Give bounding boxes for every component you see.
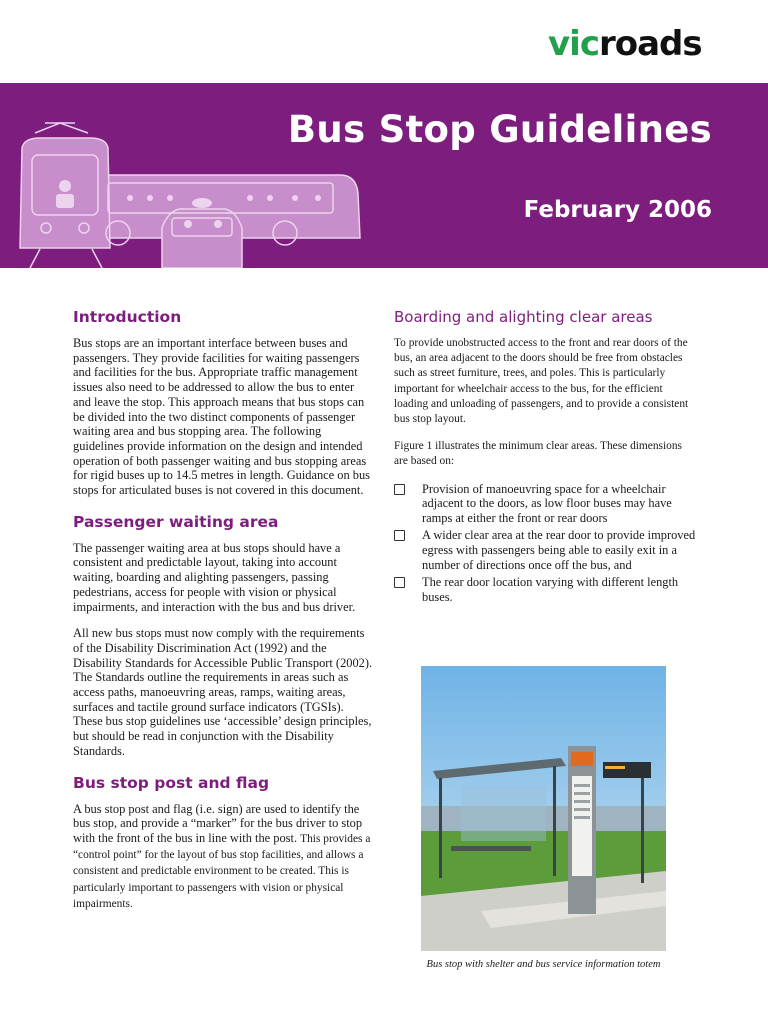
- bus-stop-post-body-b: This provides a “control point” for the layout of bus stop facilities, and allows a consistent and predictable environment to be created. This is particularly important to passengers with vision or physical impairments.: [73, 832, 371, 910]
- boarding-p2: Figure 1 illustrates the minimum clear areas. These dimensions are based on:: [394, 440, 682, 468]
- boarding-p1: To provide unobstructed access to the front and rear doors of the bus, an area adjacent to the doors should be free from obstacles such as street furniture, trees, and poles. This is particularly important for wheelchair access to the bus, for the efficient loading and unloading of passengers, and to provide a consistent bus stop layout.: [394, 337, 689, 426]
- title-banner: [0, 83, 768, 268]
- passenger-waiting-heading: Passenger waiting area: [73, 512, 279, 531]
- document-date: February 2006: [523, 197, 712, 223]
- introduction-body: Bus stops are an important interface between buses and passengers. They provide facilities for waiting passengers and facilities for the bus. Appropriate traffic management issues also need to be addressed to allow the bus to enter and leave the stop. This approach means that bus stops can be divided into the two distinct components of passenger waiting area and bus stopping area. The following guidelines provide information on the design and intended operation of both passenger waiting and bus stopping areas for rigid buses up to 14.5 metres in length. Guidance on bus stops for articulated buses is not covered in this document.: [73, 336, 370, 498]
- dimension-list: [394, 482, 696, 605]
- bus-stop-post-body: [73, 802, 375, 912]
- checkbox-bullet-icon: [394, 530, 405, 541]
- right-column: [394, 305, 696, 607]
- logo-vic: vic: [548, 24, 599, 64]
- bus-stop-photo: [421, 666, 666, 951]
- bus-stop-post-heading: Bus stop post and flag: [73, 773, 270, 792]
- boarding-heading: Boarding and alighting clear areas: [394, 308, 653, 326]
- checkbox-bullet-icon: [394, 577, 405, 588]
- document-title: Bus Stop Guidelines: [287, 108, 712, 151]
- passenger-waiting-p1: The passenger waiting area at bus stops should have a consistent and predictable layout, taking into account waiting, boarding and alighting passengers, passing pedestrians, access for people with vision or physical impairments, and interaction with the bus and bus driver.: [73, 540, 356, 614]
- vicroads-logo: [548, 24, 702, 64]
- passenger-waiting-p2: All new bus stops must now comply with the requirements of the Disability Discrimination Act (1992) and the Disability Standards for Accessible Public Transport (2002). The Standards outline the requirements in areas such as access paths, manoeuvring areas, ramps, waiting areas, surfaces and tactile ground surface indicators (TGSIs). These bus stop guidelines use ‘accessible’ design principles, but should be read in conjunction with the Disability Standards.: [73, 626, 373, 758]
- logo-roads: roads: [598, 24, 702, 64]
- photo-caption: Bus stop with shelter and bus service information totem: [426, 959, 661, 970]
- bus-stop-post-body-a: A bus stop post and flag (i.e. sign) are used to identify the bus stop, and provide a “marker” for the bus driver to stop with the front of the bus in line with the post.: [73, 801, 363, 845]
- list-item: A wider clear area at the rear door to provide improved egress with passengers being able to easily exit in a number of directions once off the bus, and: [394, 528, 696, 572]
- list-item: The rear door location varying with different length buses.: [394, 575, 696, 604]
- left-column: [73, 305, 375, 924]
- list-item: Provision of manoeuvring space for a wheelchair adjacent to the doors, as low floor buses may have ramps at either the front or rear doors: [394, 482, 696, 526]
- introduction-heading: Introduction: [73, 308, 182, 326]
- checkbox-bullet-icon: [394, 484, 405, 495]
